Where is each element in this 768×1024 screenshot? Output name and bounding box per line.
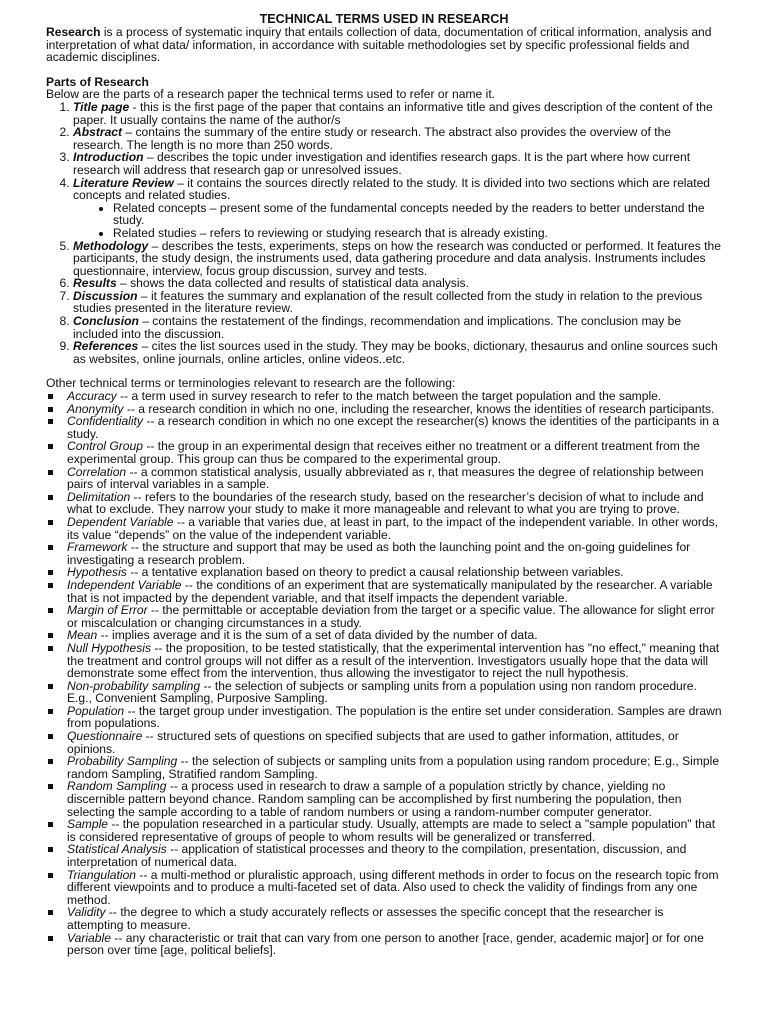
part-term: Title page (73, 99, 130, 114)
sub-item: • Related studies – refers to reviewing or studying research that is already existing. (113, 227, 722, 240)
term-definition: -- a research condition in which no one, including the researcher, knows the identities of research participants. (123, 401, 715, 416)
intro-term: Research (46, 25, 101, 39)
term-definition: -- the target group under investigation. The population is the entire set under consideration. Samples are drawn from populations. (67, 703, 722, 731)
term-name: Variable (67, 930, 111, 945)
parts-item (73, 315, 722, 340)
term-item (67, 440, 722, 465)
other-terms-lead: Other technical terms or terminologies relevant to research are the following: (46, 376, 456, 391)
term-definition: -- the selection of subjects or sampling units from a population using random procedure; E.g., Simple random Sampling, Stratified random Sampling. (67, 754, 720, 781)
term-definition: -- a common statistical analysis, usually abbreviated as r, that measures the degree of relationship between pairs of interval variables in a sample. (67, 464, 704, 492)
intro-text: is a process of systematic inquiry that entails collection of data, documentation of critical information, analysis and interpretation of what data/ information, in accordance with suitable methodologies set by specific professional fields and academic disciplines. (46, 25, 712, 65)
term-definition: -- a process used in research to draw a sample of a population strictly by chance, yielding no discernible pattern beyond chance. Random sampling can be accomplished by first numbering the population, then selecting the sample according to a table of random numbers or using a random-number computer generator. (67, 779, 682, 819)
part-term: Methodology (73, 238, 149, 253)
part-term: Conclusion (73, 314, 139, 329)
term-name: Dependent Variable (67, 514, 174, 529)
part-text: – it contains the sources directly related to the study. It is divided into two sections which are related concepts and related studies. (73, 175, 711, 203)
term-definition: -- a variable that varies due, at least in part, to the impact of the independent variable. In other words, its value “depends” on the value of the independent variable. (67, 514, 718, 542)
parts-heading: Parts of Research (46, 74, 149, 89)
term-name: Probability Sampling (67, 754, 178, 769)
part-text: – shows the data collected and results of statistical data analysis. (116, 276, 469, 291)
term-item (67, 491, 722, 516)
term-definition: -- structured sets of questions on specified subjects that are used to gather information, attitudes, or opinions. (67, 729, 679, 756)
parts-lead: Below are the parts of a research paper the technical terms used to refer or name it. (46, 87, 496, 102)
term-item (67, 755, 722, 780)
term-item (67, 516, 722, 541)
document-title: TECHNICAL TERMS USED IN RESEARCH (259, 12, 509, 26)
part-text: - this is the first page of the paper that contains an informative title and gives description of the content of the paper. It usually contains the name of the author/s (73, 99, 713, 127)
term-definition: -- the structure and support that may be used as both the launching point and the on-going guidelines for investigating a research problem. (67, 540, 691, 567)
term-definition: -- the population researched in a particular study. Usually, attempts are made to select a "sample population" that is considered representative of groups of people to whom results will be generalized or transferred. (67, 817, 716, 844)
term-item (67, 705, 722, 730)
term-name: Questionnaire (67, 729, 143, 744)
parts-item (73, 177, 722, 240)
term-definition: -- the degree to which a study accurately reflects or assesses the specific concept that the researcher is attempting to measure. (67, 905, 664, 932)
part-text: – contains the restatement of the findings, recommendation and implications. The conclusion may be included into the discussion. (73, 314, 682, 341)
term-definition: -- the proposition, to be tested statistically, that the experimental intervention has "no effect," meaning that the treatment and control groups will not differ as a result of the intervention. Investigators usually hope that the data will demonstrate some effect from the intervention, thus allowing the investigator to reject the null hypothesis. (67, 640, 720, 681)
part-text: – it features the summary and explanation of the result collected from the study in relation to the previous studies presented in the literature review. (73, 288, 703, 316)
term-name: Confidentiality (67, 414, 143, 429)
term-name: Control Group (67, 439, 143, 454)
term-name: Statistical Analysis (67, 842, 167, 857)
term-definition: -- implies average and it is the sum of a set of data divided by the number of data. (97, 628, 538, 643)
literature-review-sublist (73, 202, 722, 240)
term-item (67, 604, 722, 629)
term-name: Accuracy (67, 389, 117, 404)
term-name: Delimitation (67, 489, 131, 504)
parts-item (73, 126, 722, 151)
term-item (67, 906, 722, 931)
parts-item (73, 151, 722, 176)
term-name: Triangulation (67, 867, 137, 882)
term-name: Validity (67, 905, 106, 920)
part-term: Literature Review (73, 175, 174, 190)
parts-item (73, 340, 722, 365)
part-text: – contains the summary of the entire study or research. The abstract also provides the overview of the research. The length is no more than 250 words. (73, 125, 672, 152)
part-term: References (73, 339, 139, 354)
parts-item (73, 240, 722, 278)
term-name: Correlation (67, 464, 127, 479)
part-term: Abstract (73, 125, 123, 140)
part-text: – describes the topic under investigation and identifies research gaps. It is the part where how current research will address that research gap or unresolved issues. (73, 150, 691, 177)
term-definition: -- a tentative explanation based on theory to predict a causal relationship between variables. (126, 565, 624, 580)
term-definition: -- the permittable or acceptable deviation from the target or a specific value. The allowance for slight error or miscalculation or changing circumstances in a study. (67, 603, 715, 630)
term-item (67, 579, 722, 604)
term-definition: -- refers to the boundaries of the research study, based on the researcher’s decision of what to include and what to exclude. They narrow your study to make it more manageable and relevant to what you are trying to prove. (67, 489, 704, 517)
term-item (67, 642, 722, 680)
term-item (67, 730, 722, 755)
term-name: Hypothesis (67, 565, 127, 580)
parts-item (73, 290, 722, 315)
term-item (67, 680, 722, 705)
term-definition: -- a multi-method or pluralistic approach, using different methods in order to focus on the research topic from different viewpoints and to produce a multi-faceted set of data. Also used to check the validity of findings from any one method. (67, 867, 719, 907)
term-item (67, 932, 722, 957)
intro-paragraph (46, 26, 722, 64)
term-item (67, 843, 722, 868)
term-name: Margin of Error (67, 603, 148, 618)
term-item (67, 780, 722, 818)
parts-list (46, 101, 722, 365)
part-term: Results (73, 276, 117, 291)
term-name: Anonymity (67, 401, 124, 416)
part-term: Discussion (73, 288, 138, 303)
term-name: Sample (67, 817, 109, 832)
part-text: – describes the tests, experiments, steps on how the research was conducted or performed. It features the participants, the study design, the instruments used, data gathering procedure and data analysis. Instruments includes questionnaire, interview, focus group discussion, survey and tests. (73, 238, 721, 278)
part-text: – cites the list sources used in the study. They may be books, dictionary, thesaurus and online sources such as websites, online journals, online articles, online videos..etc. (73, 339, 718, 366)
term-item (67, 869, 722, 907)
term-name: Null Hypothesis (67, 640, 152, 655)
term-definition: -- a term used in survey research to refer to the match between the target population and the sample. (116, 389, 662, 404)
term-name: Population (67, 703, 125, 718)
term-name: Random Sampling (67, 779, 167, 794)
term-name: Non-probability sampling (67, 678, 201, 693)
term-item (67, 541, 722, 566)
term-definition: -- any characteristic or trait that can vary from one person to another [race, gender, academic major] or for one person over time [age, political beliefs]. (67, 930, 704, 958)
sub-item: • Related concepts – present some of the fundamental concepts needed by the readers to better understand the study. (113, 202, 722, 227)
term-definition: -- application of statistical processes and theory to the compilation, presentation, discussion, and interpretation of numerical data. (67, 842, 687, 869)
term-name: Framework (67, 540, 128, 555)
term-item (67, 818, 722, 843)
term-name: Mean (67, 628, 98, 643)
term-definition: -- the selection of subjects or sampling units from a population using non random procedure. E.g., Convenient Sampling, Purposive Sampling. (67, 678, 697, 706)
term-item (67, 466, 722, 491)
part-term: Introduction (73, 150, 144, 165)
term-definition: -- the group in an experimental design that receives either no treatment or a different treatment from the experimental group. This group can thus be compared to the experimental group. (67, 439, 701, 466)
term-name: Independent Variable (67, 577, 182, 592)
term-item (67, 415, 722, 440)
term-definition: -- a research condition in which no one except the researcher(s) knows the identities of the participants in a study. (67, 414, 720, 441)
parts-item (73, 101, 722, 126)
terms-list (46, 390, 722, 957)
term-definition: -- the conditions of an experiment that are systematically manipulated by the researcher. A variable that is not impacted by the dependent variable, and that itself impacts the dependent variable. (67, 577, 713, 605)
